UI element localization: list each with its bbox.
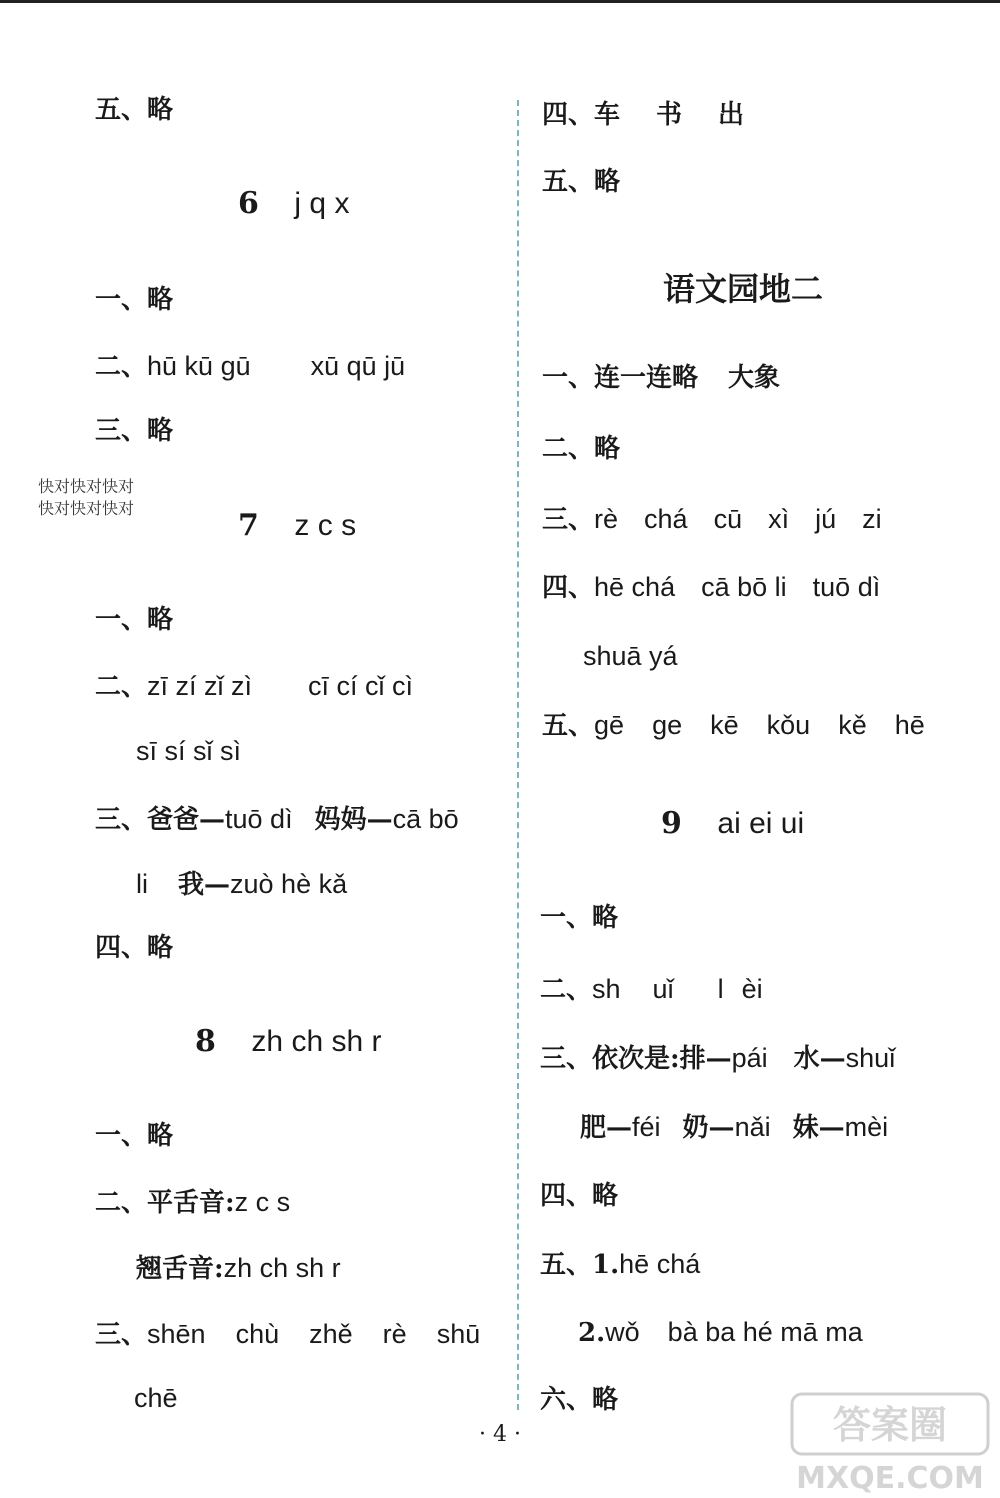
answer-line: 一、略 <box>95 285 174 315</box>
item-label: 2. <box>578 1318 606 1348</box>
pinyin: rè <box>382 1319 407 1349</box>
watermark-line: 快对快对快对 <box>38 477 135 496</box>
lesson-number: 6 <box>238 186 259 221</box>
answer-line: 五、略 <box>95 95 174 125</box>
answer-line <box>540 1042 895 1075</box>
answer-line: shuā yá <box>583 641 678 671</box>
answer-line <box>580 1111 888 1144</box>
chinese: 妈妈— <box>314 805 393 835</box>
pinyin: chá <box>644 504 688 534</box>
chinese: 大象 <box>728 363 781 393</box>
pinyin: pái <box>731 1043 768 1073</box>
pinyin: hē chá <box>594 572 676 602</box>
answer-line: 五、略 <box>542 167 621 197</box>
lesson-number: 7 <box>238 508 259 543</box>
watermark-line: 快对快对快对 <box>38 499 135 518</box>
pinyin: zhě <box>309 1319 353 1349</box>
chinese: 书 <box>656 100 683 130</box>
pinyin: cū <box>713 504 743 534</box>
pinyin: hē <box>894 710 925 740</box>
answer-line <box>136 1252 341 1285</box>
item-label: 三、 <box>542 505 595 535</box>
item-label: 三、爸爸— <box>95 805 226 835</box>
answer-line <box>95 803 459 836</box>
pinyin: cī cí cǐ cì <box>308 671 414 701</box>
item-label: 一、连一连略 <box>542 363 699 393</box>
pinyin: shū <box>436 1319 481 1349</box>
answer-line: 一、略 <box>95 605 174 635</box>
answer-line <box>540 1248 700 1281</box>
pinyin: uǐ <box>652 974 674 1004</box>
pinyin: z c s <box>234 1187 291 1217</box>
pinyin: zi <box>862 504 882 534</box>
pinyin: ge <box>652 710 683 740</box>
lesson-number: 8 <box>195 1024 216 1059</box>
svg-text:答案圈: 答案圈 <box>832 1403 948 1447</box>
answer-line <box>542 709 925 742</box>
item-label: 四、车 <box>542 100 621 130</box>
lesson-heading-8 <box>195 1024 381 1060</box>
lesson-number: 9 <box>661 806 682 841</box>
answer-line: 一、略 <box>95 1121 174 1151</box>
item-label: 二、 <box>95 352 148 382</box>
answer-line <box>542 571 880 604</box>
item-label: 二、 <box>95 672 148 702</box>
pinyin: cā bō li <box>701 572 787 602</box>
answer-line <box>95 350 405 383</box>
answer-line <box>540 973 763 1006</box>
item-label: 四、 <box>542 573 595 603</box>
watermark-logo <box>790 1392 990 1496</box>
pinyin: shuǐ <box>845 1043 896 1073</box>
chinese: 奶— <box>682 1113 735 1143</box>
chinese: 水— <box>793 1044 846 1074</box>
pinyin: zuò hè kǎ <box>230 869 348 899</box>
chinese: 肥— <box>580 1113 633 1143</box>
item-label: 五、1. <box>540 1250 620 1280</box>
pinyin: hū kū gū <box>147 351 251 381</box>
lesson-heading-6 <box>238 186 349 222</box>
svg-text:MXQE.COM: MXQE.COM <box>796 1461 984 1496</box>
pinyin: jú <box>815 504 837 534</box>
pinyin: shēn <box>147 1319 206 1349</box>
answer-line: sī sí sǐ sì <box>136 736 242 766</box>
pinyin: zī zí zǐ zì <box>147 671 253 701</box>
pinyin: chù <box>235 1319 280 1349</box>
lesson-pinyin: j q x <box>294 187 350 220</box>
chinese: 出 <box>718 100 745 130</box>
answer-line: 六、略 <box>540 1385 619 1415</box>
answer-line: 四、略 <box>540 1181 619 1211</box>
chinese: 妹— <box>792 1113 845 1143</box>
answer-line <box>542 99 744 131</box>
item-label: 三、依次是:排— <box>540 1044 732 1074</box>
answer-line <box>542 362 780 394</box>
answer-line: chē <box>134 1383 178 1413</box>
answer-line: 三、略 <box>95 416 174 446</box>
chinese: 我— <box>178 870 231 900</box>
answer-line <box>542 503 882 536</box>
item-label: 二、平舌音: <box>95 1188 235 1218</box>
lesson-pinyin: ai ei ui <box>717 807 805 840</box>
lesson-heading-9 <box>661 806 804 842</box>
pinyin: tuō dì <box>812 572 881 602</box>
pinyin: bà ba hé mā ma <box>667 1317 863 1347</box>
section-title: 语文园地二 <box>663 270 824 308</box>
pinyin: cā bō <box>392 804 459 834</box>
item-label: 五、 <box>542 711 595 741</box>
pinyin: sh <box>592 974 621 1004</box>
answer-line <box>578 1316 863 1349</box>
pinyin: hē chá <box>619 1249 701 1279</box>
answer-line: 四、略 <box>95 933 174 963</box>
answer-line <box>95 1186 290 1219</box>
pinyin: mèi <box>844 1112 889 1142</box>
pinyin: tuō dì <box>225 804 293 834</box>
pinyin: wǒ <box>605 1317 640 1347</box>
pinyin: féi <box>632 1112 661 1142</box>
item-label: 三、 <box>95 1320 148 1350</box>
pinyin: gē <box>594 710 625 740</box>
lesson-pinyin: z c s <box>294 509 357 542</box>
pinyin: li <box>136 869 148 899</box>
answer-line <box>95 670 413 703</box>
pinyin: kǒu <box>766 710 811 740</box>
page-number: · 4 · <box>479 1422 521 1447</box>
item-label: 二、 <box>540 975 593 1005</box>
pinyin: xì <box>768 504 790 534</box>
answer-line <box>136 868 347 901</box>
top-border <box>0 0 1000 3</box>
answer-line: 二、略 <box>542 434 621 464</box>
lesson-pinyin: zh ch sh r <box>251 1025 382 1058</box>
pinyin: nǎi <box>734 1112 771 1142</box>
column-divider <box>517 100 519 1410</box>
pinyin: kē <box>710 710 739 740</box>
pinyin: kě <box>838 710 867 740</box>
pinyin: xū qū jū <box>310 351 406 381</box>
pinyin: èi <box>741 974 763 1004</box>
pinyin: rè <box>594 504 619 534</box>
answer-line: 一、略 <box>540 903 619 933</box>
answer-line <box>95 1318 480 1351</box>
lesson-heading-7 <box>238 508 356 544</box>
chinese: 翘舌音: <box>136 1254 224 1284</box>
pinyin: zh ch sh r <box>223 1253 341 1283</box>
watermark-text <box>38 476 134 520</box>
pinyin: l <box>717 974 724 1004</box>
